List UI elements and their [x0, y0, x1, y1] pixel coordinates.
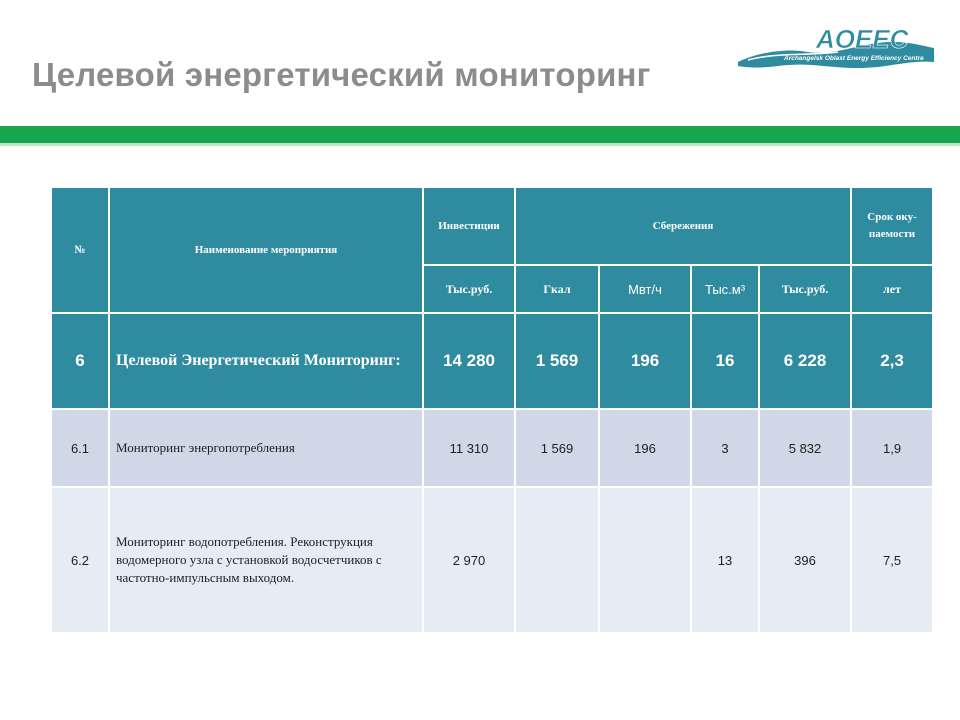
- cell-mwh: 196: [599, 409, 691, 487]
- cell-name: Мониторинг энергопотребления: [109, 409, 423, 487]
- aoeec-logo: [738, 22, 934, 78]
- header-investments: Инвестиции: [423, 187, 515, 265]
- cell-gcal: 1 569: [515, 409, 599, 487]
- cell-invest: 11 310: [423, 409, 515, 487]
- page-title: Целевой энергетический мониторинг: [32, 56, 651, 93]
- cell-rub: 5 832: [759, 409, 851, 487]
- cell-num: 6: [51, 313, 109, 409]
- cell-rub: 396: [759, 487, 851, 633]
- header-row: [51, 187, 933, 265]
- table-row: [51, 487, 933, 633]
- header-payback: Срок оку- паемости: [851, 187, 933, 265]
- cell-rub: 6 228: [759, 313, 851, 409]
- logo-text: AOEEC: [816, 24, 909, 54]
- unit-m3: Тыс.м³: [691, 265, 759, 313]
- cell-invest: 14 280: [423, 313, 515, 409]
- divider-green-bar: [0, 126, 960, 143]
- cell-mwh: 196: [599, 313, 691, 409]
- unit-savings-rub: Тыс.руб.: [759, 265, 851, 313]
- measures-table: [50, 186, 934, 634]
- cell-num: 6.2: [51, 487, 109, 633]
- header-savings: Сбережения: [515, 187, 851, 265]
- cell-years: 2,3: [851, 313, 933, 409]
- cell-mwh: [599, 487, 691, 633]
- cell-m3: 13: [691, 487, 759, 633]
- unit-gcal: Гкал: [515, 265, 599, 313]
- cell-years: 7,5: [851, 487, 933, 633]
- cell-num: 6.1: [51, 409, 109, 487]
- cell-invest: 2 970: [423, 487, 515, 633]
- cell-years: 1,9: [851, 409, 933, 487]
- table-row: [51, 409, 933, 487]
- cell-name: Мониторинг водопотребления. Реконструкция водомерного узла с установкой водосчетчиков с частотно-импульсным выходом.: [109, 487, 423, 633]
- logo-tagline: Archangelsk Oblast Energy Efficiency Centre: [784, 55, 924, 62]
- table-row: [51, 313, 933, 409]
- cell-gcal: [515, 487, 599, 633]
- cell-m3: 3: [691, 409, 759, 487]
- unit-mwh: Мвт/ч: [599, 265, 691, 313]
- cell-m3: 16: [691, 313, 759, 409]
- cell-gcal: 1 569: [515, 313, 599, 409]
- divider-green-shadow: [0, 143, 960, 146]
- cell-name: Целевой Энергетический Мониторинг:: [109, 313, 423, 409]
- header-name: Наименование мероприятия: [109, 187, 423, 313]
- unit-invest-rub: Тыс.руб.: [423, 265, 515, 313]
- unit-years: лет: [851, 265, 933, 313]
- header-num: №: [51, 187, 109, 313]
